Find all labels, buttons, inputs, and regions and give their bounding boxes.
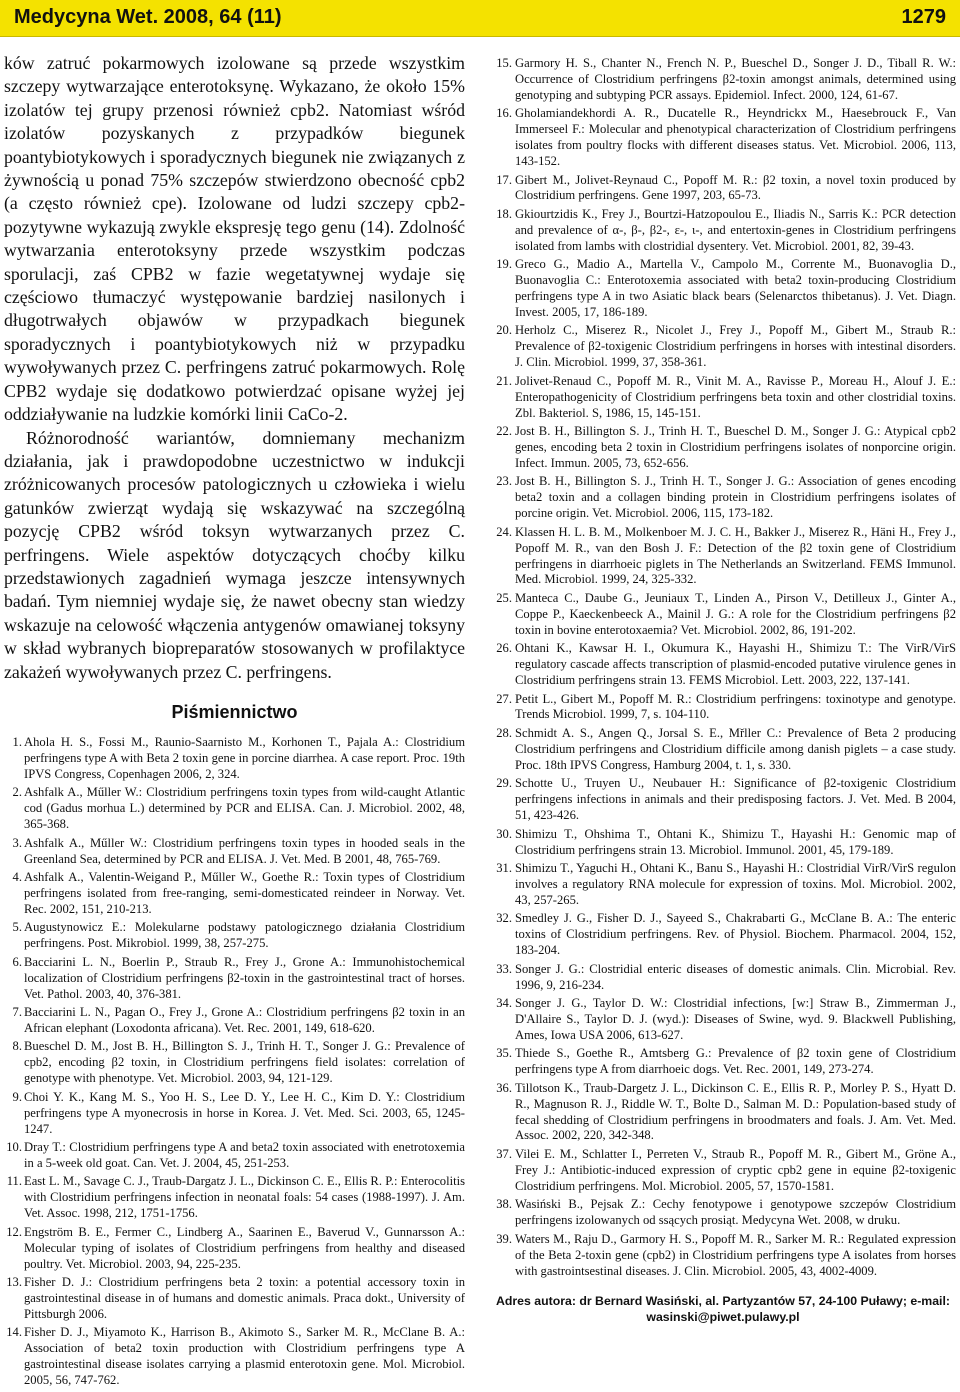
reference-number: 5. bbox=[12, 920, 22, 935]
reference-item bbox=[4, 1325, 465, 1389]
reference-number: 39. bbox=[496, 1231, 512, 1246]
reference-item bbox=[490, 1232, 956, 1280]
reference-text: Gholamiandekhordi A. R., Ducatelle R., Heyndrickx M., Haesebrouck F., Van Immerseel F.: Molecular and phenotypical characterization of Clostridium perfringens isolates from poultry flocks with different diseases status. Vet. Microbiol. 2006, 113, 143-152. bbox=[515, 106, 956, 169]
reference-text: Schmidt A. S., Angen Q., Jorsal S. E., Mřller C.: Prevalence of Beta 2 producing Clostridium perfringens and Clostridium difficile among danish piglets – a case study. Proc. 18th IPVS Congress, Hamburg 2004, t. 1, s. 330. bbox=[515, 725, 956, 772]
reference-number: 10. bbox=[6, 1140, 22, 1155]
reference-text: Bacciarini L. N., Pagan O., Frey J., Grone A.: Clostridium perfringens β2 toxin in an African elephant (Loxodonta africana). Vet. Rec. 2001, 149, 618-620. bbox=[24, 1005, 465, 1035]
reference-item bbox=[490, 323, 956, 371]
references-heading: Piśmiennictwo bbox=[171, 701, 298, 722]
reference-text: Jolivet-Renaud C., Popoff M. R., Vinit M. A., Ravisse P., Moreau H., Alouf J. E.: Enteropathogenicity of Clostridium perfringens beta toxin and other clostridial toxins. Zbl. Bakteriol. S, 1986, 15, 145-151. bbox=[515, 373, 956, 420]
page-number: 1279 bbox=[901, 6, 946, 28]
reference-item bbox=[490, 173, 956, 205]
reference-number: 25. bbox=[496, 590, 512, 605]
reference-text: Engström B. E., Fermer C., Lindberg A., Saarinen E., Baverud V., Gunnarsson A.: Molecular typing of isolates of Clostridium perfringens from healthy and diseased poultry. Vet. Microbiol. 2003, 94, 225-235. bbox=[24, 1224, 465, 1271]
reference-text: Choi Y. K., Kang M. S., Yoo H. S., Lee D. Y., Lee H. C., Kim D. Y.: Clostridium perfringens type A myonecrosis in horse in Korea. J. Vet. Med. Sci. 2003, 65, 1245-1247. bbox=[24, 1089, 465, 1136]
reference-number: 4. bbox=[12, 870, 22, 884]
reference-text: Bueschel D. M., Jost B. H., Billington S. J., Trinh H. T., Songer J. G.: Prevalence of cpb2, encoding β2 toxin, in Clostridium perfringens field isolates: correlation of genotype with phenotype. Vet. Microbiol. 2003, 94, 121-129. bbox=[24, 1039, 465, 1086]
reference-number: 37. bbox=[496, 1146, 512, 1161]
reference-text: Garmory H. S., Chanter N., French N. P., Bueschel D., Songer J. D., Tiball R. W.: Occurrence of Clostridium perfringens β2-toxin amongst animals, determined using genotyping and subtyping PCR assays. Epidemiol. Infect. 2000, 124, 61-67. bbox=[515, 56, 956, 102]
reference-number: 28. bbox=[496, 725, 512, 740]
reference-number: 18. bbox=[496, 206, 512, 221]
body-paragraph-1: ków zatruć pokarmowych izolowane są przede wszystkim szczepy wytwarzające enterotoksynę. Wykazano, że około 15% izolatów tej grupy przenosi również cpb2. Natomiast wśród izolatów pozyskanych z przypadków biegunek poantybiotykowych i sporadycznych biegunek nie związanych z żywnością u ponad 75% szczepów stwierdzono obecność cpb2 (a często również cpe). Izolowane od ludzi szczepy cpb2-pozytywne wykazują zwykle ekspresję tego genu (14). Zdolność wytwarzania enterotoksyny przede wszystkim podczas sporulacji, zaś CPB2 w fazie wegetatywnej wydaje się częściowo tłumaczyć występowanie bardziej nasilonych i długotrwałych objawów w przypadkach biegunek sporadycznych i poantybiotykowych niż w przypadku wywoływanych przez C. perfringens zatruć pokarmowych. Rolę CPB2 wydaje się dodatkowo potwierdzać opisane wyżej jej oddziaływanie na ludzkie komórki linii CaCo-2. bbox=[4, 53, 465, 425]
reference-number: 16. bbox=[496, 106, 512, 121]
reference-number: 35. bbox=[496, 1046, 512, 1061]
reference-item bbox=[490, 1197, 956, 1229]
reference-number: 27. bbox=[496, 691, 512, 706]
reference-item bbox=[4, 836, 465, 868]
reference-item bbox=[4, 955, 465, 1003]
reference-text: Vilei E. M., Schlatter I., Perreten V., Straub R., Popoff M. R., Gibert M., Gröne A., Frey J.: Antibiotic-induced expression of cryptic cpb2 gene in equine β2-toxigenic Clostridium perfringens. Mol. Microbiol. 2005, 57, 1570-1581. bbox=[515, 1146, 956, 1193]
reference-item bbox=[490, 525, 956, 589]
reference-number: 15. bbox=[496, 56, 512, 70]
reference-number: 8. bbox=[12, 1039, 22, 1054]
reference-text: Jost B. H., Billington S. J., Trinh H. T., Songer J. G.: Association of genes encoding beta2 toxin and a collagen binding protein in Clostridium perfringens isolates of porcine origin. Vet. Microbiol. 2006, 115, 173-182. bbox=[515, 474, 956, 521]
reference-text: Thiede S., Goethe R., Amtsberg G.: Prevalence of β2 toxin gene of Clostridium perfringens type A from diarrhoeic dogs. Vet. Rec. 2001, 149, 273-274. bbox=[515, 1046, 956, 1077]
reference-number: 26. bbox=[496, 641, 512, 656]
reference-number: 2. bbox=[12, 785, 22, 800]
reference-item bbox=[490, 996, 956, 1044]
reference-number: 38. bbox=[496, 1197, 512, 1212]
reference-text: Greco G., Madio A., Martella V., Campolo M., Corrente M., Buonavoglia D., Buonavoglia C.: Enterotoxemia associated with beta2 toxin-producing Clostridium perfringens type A in two Asiatic black bears (Selenarctos thibetanus). J. Vet. Diagn. Invest. 2005, 17, 186-189. bbox=[515, 257, 956, 319]
reference-number: 34. bbox=[496, 996, 512, 1011]
reference-text: Dray T.: Clostridium perfringens type A and beta2 toxin associated with enetrotoxemia in a 5-week old goat. Can. Vet. J. 2004, 45, 251-253. bbox=[24, 1140, 465, 1170]
reference-item bbox=[490, 374, 956, 422]
reference-item bbox=[490, 726, 956, 774]
reference-text: Ashfalk A., Műller W.: Clostridium perfringens toxin types from wild-caught Atlantic cod (Gadus morhua L.) determined by PCR and ELISA. Can. J. Microbiol. 2002, 48, 365-368. bbox=[24, 785, 465, 832]
reference-item bbox=[490, 56, 956, 104]
reference-item bbox=[490, 257, 956, 321]
reference-text: Klassen H. L. B. M., Molkenboer M. J. C. H., Bakker J., Miserez R., Häni H., Frey J., Popoff M. R., van den Bosh J. F.: Detection of the β2 toxin gene of Clostridium perfringens in diarrhoeic piglets in The Netherlands an Switzerland. FEMS Immunol. Med. Microbiol. 1999, 24, 325-332. bbox=[515, 524, 956, 587]
reference-text: Wasiński B., Pejsak Z.: Cechy fenotypowe i genotypowe szczepów Clostridium perfringens izolowanych od ssących prosiąt. Medycyna Wet. 2008, w druku. bbox=[515, 1197, 956, 1228]
reference-item bbox=[490, 1081, 956, 1145]
reference-number: 9. bbox=[12, 1089, 22, 1104]
reference-text: Jost B. H., Billington S. J., Trinh H. T., Bueschel D. M., Songer J. G.: Atypical cpb2 genes, encoding beta 2 toxin in Clostridium perfringens isolates of nonporcine origin. Infect. Immun. 2005, 73, 652-656. bbox=[515, 424, 956, 470]
left-column bbox=[4, 52, 465, 1392]
reference-number: 19. bbox=[496, 257, 512, 272]
reference-item bbox=[490, 474, 956, 522]
reference-number: 32. bbox=[496, 911, 512, 926]
reference-item bbox=[490, 1147, 956, 1195]
reference-number: 13. bbox=[6, 1275, 22, 1290]
reference-item bbox=[4, 920, 465, 952]
reference-item bbox=[490, 207, 956, 255]
reference-item bbox=[490, 424, 956, 472]
reference-text: Fisher D. J., Miyamoto K., Harrison B., Akimoto S., Sarker M. R., McClane B. A.: Association of beta2 toxin production with Clostridium perfringens type A gastrointestinal disease isolates carrying a plasmid enterotoxin gene. Mol. Microbiol. 2005, 56, 747-762. bbox=[24, 1325, 465, 1388]
reference-item bbox=[490, 861, 956, 909]
reference-number: 29. bbox=[496, 776, 512, 791]
reference-item bbox=[490, 591, 956, 639]
reference-item bbox=[4, 1275, 465, 1323]
reference-text: Augustynowicz E.: Molekularne podstawy patologicznego działania Clostridium perfringens. Post. Mikrobiol. 1999, 38, 257-275. bbox=[24, 920, 465, 951]
reference-text: Songer J. G.: Clostridial enteric diseases of domestic animals. Clin. Microbial. Rev. 1996, 9, 216-234. bbox=[515, 961, 956, 992]
reference-number: 20. bbox=[496, 323, 512, 338]
reference-item bbox=[490, 911, 956, 959]
reference-text: Bacciarini L. N., Boerlin P., Straub R., Frey J., Grone A.: Immunohistochemical localization of Clostridium perfringens β2-toxin in the gastrointestinal tract of horses. Vet. Pathol. 2003, 40, 376-381. bbox=[24, 954, 465, 1001]
reference-number: 30. bbox=[496, 826, 512, 841]
reference-text: Manteca C., Daube G., Jeuniaux T., Linden A., Pirson V., Detilleux J., Ginter A., Coppe P., Kaeckenbeeck A., Mainil J. G.: A role for the Clostridium perfringens β2 toxin in bovine enterotoxaemia? Vet. Microbiol. 2002, 86, 191-202. bbox=[515, 590, 956, 637]
reference-number: 17. bbox=[496, 172, 512, 187]
reference-text: Shimizu T., Ohshima T., Ohtani K., Shimizu T., Hayashi H.: Genomic map of Clostridium perfringens strain 13. Microbiol. Immunol. 2001, 45, 179-189. bbox=[515, 826, 956, 857]
reference-number: 23. bbox=[496, 474, 512, 489]
reference-item bbox=[4, 1225, 465, 1273]
right-column bbox=[490, 56, 956, 1325]
reference-item bbox=[4, 1005, 465, 1037]
body-paragraph-2: Różnorodność wariantów, domniemany mechanizm działania, jak i prawdopodobne uczestnictwo w indukcji zróżnicowanych procesów patologicznych u człowieka i wielu gatunków zwierząt wydają się wskazywać na szczególną pozycję CPB2 wśród toksyn wytwarzanych przez C. perfringens. Wiele aspektów dotyczących choćby kilku przedstawionych zagadnień wymaga jeszcze intensywnych badań. Tym niemniej wydaje się, że nawet obecny stan wiedzy wskazuje na celowość włączenia antygenów omawianej toksyny w skład wybranych biopreparatów stosowanych w profilaktyce zakażeń wywoływanych przez C. perfringens. bbox=[4, 427, 465, 682]
reference-item bbox=[4, 870, 465, 918]
reference-item bbox=[4, 1090, 465, 1138]
reference-number: 36. bbox=[496, 1080, 512, 1095]
reference-item bbox=[4, 1174, 465, 1222]
reference-text: Gibert M., Jolivet-Reynaud C., Popoff M. R.: β2 toxin, a novel toxin produced by Clostridium perfringens. Gene 1997, 203, 65-73. bbox=[515, 172, 956, 203]
reference-text: Shimizu T., Yaguchi H., Ohtani K., Banu S., Hayashi H.: Clostridial VirR/VirS regulon involves a regulatory RNA molecule for expression of toxins. Mol. Microbiol. 2002, 43, 257-265. bbox=[515, 861, 956, 907]
reference-item bbox=[4, 1140, 465, 1172]
reference-text: Smedley J. G., Fisher D. J., Sayeed S., Chakrabarti G., McClane B. A.: The enteric toxins of Clostridium perfringens. Rev. of Physiol. Biochem. Pharmacol. 2004, 152, 183-204. bbox=[515, 911, 956, 958]
reference-number: 14. bbox=[6, 1325, 22, 1340]
reference-item bbox=[4, 785, 465, 833]
references-list-left bbox=[4, 735, 465, 1389]
reference-item bbox=[490, 962, 956, 994]
article-body bbox=[4, 52, 465, 684]
reference-item bbox=[4, 735, 465, 783]
reference-text: Ashfalk A., Műller W.: Clostridium perfringens toxin types in hooded seals in the Greenland Sea, determined by PCR and ELISA. J. Vet. Med. B 2001, 48, 765-769. bbox=[24, 835, 465, 866]
reference-item bbox=[490, 827, 956, 859]
reference-number: 1. bbox=[12, 734, 22, 749]
reference-text: Gkiourtzidis K., Frey J., Bourtzi-Hatzopoulou E., Iliadis N., Sarris K.: PCR detection and prevalence of α-, β-, β2-, ε-, ι-, and entertoxin-genes in Clostridium perfringens isolated from lambs with clostridial dysentery. Vet. Microbiol. 2001, 82, 39-43. bbox=[515, 206, 956, 253]
reference-item bbox=[490, 776, 956, 824]
reference-number: 24. bbox=[496, 524, 512, 539]
reference-number: 7. bbox=[12, 1005, 22, 1020]
reference-text: Songer J. G., Taylor D. W.: Clostridial infections, [w:] Straw B., Zimmerman J., D'Allaire S., Taylor D. J. (wyd.): Diseases of Swine, wyd. 9. Blackwell Publishing, Ames, Iowa USA 2006, 613-627. bbox=[515, 996, 956, 1042]
references-list-right bbox=[490, 56, 956, 1279]
reference-number: 3. bbox=[12, 835, 22, 850]
reference-text: Herholz C., Miserez R., Nicolet J., Frey J., Popoff M., Gibert M., Straub R.: Prevalence of β2-toxigenic Clostridium perfringens in horses with intestinal disorders. J. Clin. Microbiol. 1999, 37, 358-361. bbox=[515, 323, 956, 370]
journal-citation: Medycyna Wet. 2008, 64 (11) bbox=[14, 6, 282, 28]
journal-header-band bbox=[0, 0, 960, 37]
reference-number: 6. bbox=[12, 954, 22, 969]
reference-number: 22. bbox=[496, 424, 512, 439]
author-address: Adres autora: dr Bernard Wasiński, al. Partyzantów 57, 24-100 Puławy; e-mail: wasinski@piwet.pulawy.pl bbox=[495, 1294, 950, 1325]
reference-item bbox=[490, 641, 956, 689]
reference-text: Fisher D. J.: Clostridium perfringens beta 2 toxin: a potential accessory toxin in gastrointestinal disease in of humans and domestic animals. Praca dokt., University of Pittsburgh 2006. bbox=[24, 1275, 465, 1321]
reference-item bbox=[4, 1039, 465, 1087]
reference-item bbox=[490, 106, 956, 170]
reference-text: Ohtani K., Kawsar H. I., Okumura K., Hayashi H., Shimizu T.: The VirR/VirS regulatory cascade affects transcription of plasmid-encoded putative virulence genes in Clostridium perfringens strain 13. FEMS Microbiol. Lett. 2003, 222, 137-141. bbox=[515, 641, 956, 688]
reference-number: 21. bbox=[496, 373, 512, 388]
reference-item bbox=[490, 692, 956, 724]
reference-number: 33. bbox=[496, 961, 512, 976]
reference-text: Waters M., Raju D., Garmory H. S., Popoff M. R., Sarker M. R.: Regulated expression of the Beta 2-toxin gene (cpb2) in Clostridium perfringens type A isolates from horses with gastrointsestinal diseases. J. Clin. Microbiol. 2005, 43, 4002-4009. bbox=[515, 1231, 956, 1278]
reference-number: 12. bbox=[6, 1224, 22, 1239]
reference-text: East L. M., Savage C. J., Traub-Dargatz J. L., Dickinson C. E., Ellis R. P.: Enterocolitis with Clostridium perfringens infection in neonatal foals: 54 cases (1988-1997). J. Am. Vet. Assoc. 1998, 212, 1751-1756. bbox=[24, 1174, 465, 1221]
reference-text: Schotte U., Truyen U., Neubauer H.: Significance of β2-toxigenic Clostridium perfringens infections in animals and their predisposing factors. J. Vet. Med. B 2004, 51, 423-426. bbox=[515, 776, 956, 823]
reference-number: 31. bbox=[496, 861, 512, 875]
reference-text: Ahola H. S., Fossi M., Raunio-Saarnisto M., Korhonen T., Pajala A.: Clostridium perfringens type A with Beta 2 toxin gene in porcine diarrhea. A case report. Proc. 19th IPVS Congress, Copenhagen 2006, 2, 324. bbox=[24, 734, 465, 781]
reference-text: Petit L., Gibert M., Popoff M. R.: Clostridium perfringens: toxinotype and genotype. Trends Microbiol. 1999, 7, s. 104-110. bbox=[515, 691, 956, 722]
reference-item bbox=[490, 1046, 956, 1078]
reference-text: Tillotson K., Traub-Dargetz J. L., Dickinson C. E., Ellis R. P., Morley P. S., Hyatt D. R., Magnuson R. J., Riddle W. T., Bolte D., Salman M. D.: Population-based study of fecal shedding of Clostridium perfringens in broodmaters and foals. J. Am. Vet. Med. Assoc. 2002, 220, 342-348. bbox=[515, 1080, 956, 1143]
reference-number: 11. bbox=[6, 1174, 22, 1189]
reference-text: Ashfalk A., Valentin-Weigand P., Műller W., Goethe R.: Toxin types of Clostridium perfringens isolated from free-ranging, semi-domesticated reindeer in Norway. Vet. Rec. 2002, 151, 210-213. bbox=[24, 870, 465, 916]
